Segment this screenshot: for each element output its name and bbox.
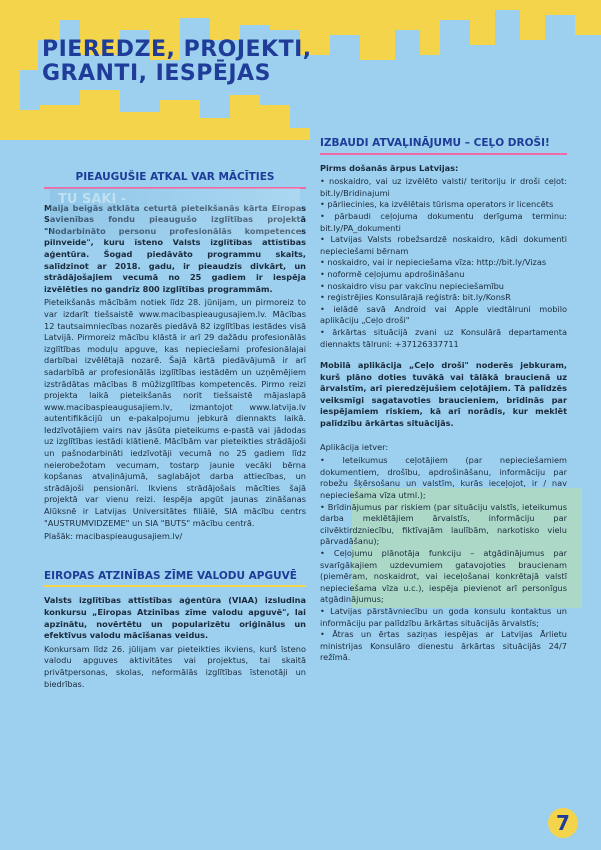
adult-learning-heading: PIEAUGUŠIE ATKAL VAR MĀCĪTIES bbox=[75, 171, 275, 183]
heading-underline bbox=[44, 585, 306, 587]
list-item: • Latvijas pārstāvniecību un goda konsulu kontaktus un informāciju par palīdzību ārkārtas situācijās ārvalstīs; bbox=[320, 605, 567, 628]
language-award-body: Konkursam līdz 26. jūlijam var pieteikties ikviens, kurš īsteno valodu apguves aktivitātes vai projektus, tai skaitā privātpersonas, skolas, neformālās izglītības īstenotāji un biedrības. bbox=[44, 643, 306, 689]
app-includes-title: Aplikācija ietver: bbox=[320, 441, 389, 452]
list-item: • Ceļojumu plānotāja funkciju – atgādinājumus par svarīgākajiem uzdevumiem gatavojoties braucienam (piemēram, noskaidrot, vai ieceļošanai konkrētajā valstī nepieciešama vīza u.c.), iespēja pievienot arī personīgus atgādinājumus; bbox=[320, 548, 567, 605]
app-description: Mobilā aplikācija „Ceļo droši" noderēs jebkuram, kurš plāno doties tuvākā vai tālākā braucienā uz ārvalstīm, arī pieredzējušiem ceļotājiem. Tā palīdzēs veiksmīgi sagatavoties braucieniem, brīdinās par iespējamiem riskiem, kā arī norādīs, kur meklēt palīdzību ārkārtas situācijās. bbox=[320, 360, 567, 429]
list-item: • ārkārtas situācijā zvani uz Konsulārā departamenta diennakts tālruni: +37126337711 bbox=[320, 326, 567, 349]
adult-learning-intro: Maija beigās atklāta ceturtā pieteikšanās kārta Eiropas Savienības fondu pieaugušo izglītības projektā "Nodarbināto personu profesionālās kompetences pilnveide", kuru īsteno Valsts izglītības attīstības aģentūra. Šogad piedāvāto programmu skaits, salīdzinot ar 2018. gadu, ir pieaudzis divkārt, un strādājošajiem vecumā no 25 gadiem ir iespēja izvēlēties no gandrīz 800 izglītības programmām. bbox=[44, 202, 306, 294]
list-item: • pārliecinies, ka izvēlētais tūrisma operators ir licencēts bbox=[320, 199, 554, 210]
list-item: • Brīdinājumus par riskiem (par situāciju valstīs, ieteikumus darba meklētājiem ārvalstīs, informāciju par cilvēktirdzniecību, fiktīvajām laulībām, narkotisko vielu pārvadāšanu); bbox=[320, 501, 567, 547]
list-item: • noformē ceļojumu apdrošināšanu bbox=[320, 268, 465, 279]
list-item: • Ieteikumus ceļotājiem (par nepieciešamiem dokumentiem, drošību, apdrošināšanu, informāciju par robežu šķērsošanu un valstīm, kurās ieceļojot, ir / nav nepieciešama vīza utml.); bbox=[320, 455, 567, 501]
list-item: • Latvijas Valsts robežsardzē noskaidro, kādi dokumenti nepieciešami bērnam bbox=[320, 234, 567, 256]
page-title: PIEREDZE, PROJEKTI, GRANTI, IESPĒJAS bbox=[42, 37, 312, 86]
before-travel-list bbox=[320, 176, 567, 350]
photo-caption: TU SAKI - bbox=[58, 192, 127, 207]
list-item: • Ātras un ērtas saziņas iespējas ar Latvijas Ārlietu ministrijas Konsulāro dienestu ārkārtas situācijās 24/7 režīmā. bbox=[320, 629, 567, 663]
list-item: • noskaidro, vai ir nepieciešama vīza: http://bit.ly/Vizas bbox=[320, 257, 547, 268]
list-item: • noskaidro, vai uz izvēlēto valsti/ teritoriju ir droši ceļot: bit.ly/Bridinajumi bbox=[320, 176, 567, 198]
page-number: 7 bbox=[548, 808, 578, 838]
right-column bbox=[320, 138, 567, 664]
app-features-list bbox=[320, 455, 567, 664]
adult-learning-photo bbox=[50, 188, 300, 240]
travel-safe-heading: IZBAUDI ATVAĻINĀJUMU – CEĻO DROŠI! bbox=[320, 137, 550, 149]
adult-learning-link[interactable]: Plašāk: macibaspieaugusajiem.lv/ bbox=[44, 531, 183, 542]
adult-learning-body: Pieteikšanās mācībām notiek līdz 28. jūnijam, un pirmoreiz to var izdarīt tiešsaistē www.macibaspieaugusajiem.lv. Mācības 12 tautsaimniecības nozarēs piedāvā 82 izglītības iestādes visā Latvijā. Pirmoreiz mācību klāstā ir arī 29 dažādu profesionālās izglītības moduļu apguve, kas nepieciešami profesionālajai darbībai izvēlētajā nozarē. Šajā kārtā piedāvājumā ir arī sadarbībā ar profesionālās izglītības iestādēm un uzņēmējiem izstrādātas mācības 8 mūžizglītības kompetencēs. Pirmo reizi projekta laikā pieteikšanās norit tiešsaistē mājaslapā www.macibaspieaugusajiem.lv, izmantojot www.latvija.lv autentifikācijū un e-pakalpojumu jebkurā diennakts laikā. Iedzīvotājiem vairs nav jāsūta pieteikums e-pastā vai jādodas uz izglītības iestādi klātienē. Mācībām var pieteikties strādājoši un pašnodarbināti iedzīvotāji vecumā no 25 gadiem līdz neierobežotam vecumam, tostarp jaunie vecāki bērna kopšanas atvaļinājumā, saglabājot darba attiecības, un strādājoši pensionāri. Ikviens strādājošais mācīties šajā projektā var vienu reizi. Iespēja apgūt jaunas zināšanas Alūksnē ir Latvijas Universitātes filiālē, SIA mācību centrs "AUSTRUMVIDZEME" un SIA "BUTS" mācību centrā. bbox=[44, 297, 306, 528]
heading-underline bbox=[320, 153, 567, 155]
list-item: • noskaidro visu par vakcīnu nepieciešamību bbox=[320, 280, 504, 291]
list-item: • reģistrējies Konsulārajā reģistrā: bit.ly/KonsR bbox=[320, 292, 511, 303]
language-award-heading: EIROPAS ATZINĪBAS ZĪME VALODU APGUVĒ bbox=[44, 569, 297, 582]
list-item: • pārbaudi ceļojuma dokumentu derīguma terminu: bit.ly/PA_dokumenti bbox=[320, 210, 567, 233]
left-column bbox=[44, 172, 306, 692]
before-travel-title: Pirms došanās ārpus Latvijas: bbox=[320, 162, 459, 173]
language-award-intro: Valsts izglītības attīstības aģentūra (VIAA) izsludina konkursu „Eiropas Atzinības zīme valodu apguvē", lai apzinātu, novērtētu un popularizētu oriģinālus un efektīvus valodu mācīšanas veidus. bbox=[44, 595, 306, 641]
list-item: • ielādē savā Android vai Apple viedtālruni mobilo aplikāciju „Ceļo droši" bbox=[320, 303, 567, 326]
